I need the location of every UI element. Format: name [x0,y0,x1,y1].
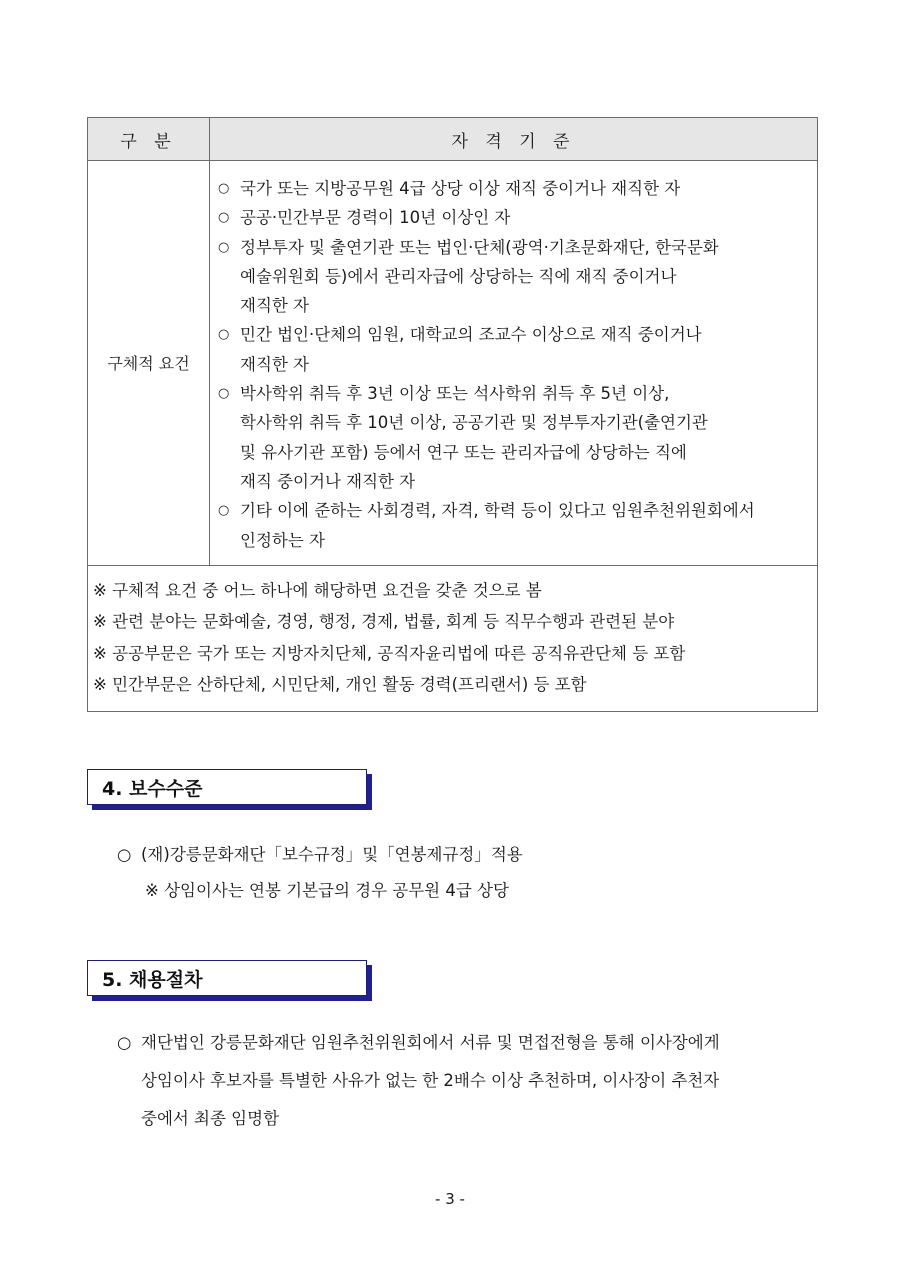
table-header [88,118,817,161]
criteria-list [218,174,807,555]
bullet-circle: ○ [218,210,230,226]
criteria-text: 국가 또는 지방공무원 4급 상당 이상 재직 중이거나 재직한 자 [240,179,681,198]
note-line: ※ 관련 분야는 문화예술, 경영, 행정, 경제, 법률, 회계 등 직무수행과 관련된 분야 [93,612,675,632]
bullet-circle: ○ [117,1033,132,1052]
criteria-text: 민간 법인·단체의 임원, 대학교의 조교수 이상으로 재직 중이거나 재직한 자 [240,325,702,374]
criteria-text: 박사학위 취득 후 3년 이상 또는 석사학위 취득 후 5년 이상, 학사학위 취득 후 10년 이상, 공공기관 및 정부투자기관(출연기관 및 유사기관 포함) 등에서 연구 또는 관리자급에 상당하는 직에 재직 중이거나 재직한 자 [240,384,708,491]
bullet-circle: ○ [218,327,230,343]
table-notes [88,566,817,711]
criteria-item [218,320,807,379]
header-category: 구 분 [88,118,210,160]
row-label: 구체적 요건 [88,161,210,565]
criteria-item [218,379,807,496]
pay-note: ※ 상임이사는 연봉 기본급의 경우 공무원 4급 상당 [145,881,509,900]
procedure-text: 재단법인 강릉문화재단 임원추천위원회에서 서류 및 면접전형을 통해 이사장에게 상임이사 후보자를 특별한 사유가 없는 한 2배수 이상 추천하며, 이사장이 추천자 중에서 최종 임명함 [141,1033,720,1128]
qualification-table [87,117,818,712]
bullet-circle: ○ [218,181,230,196]
section-body-pay [117,840,817,906]
pay-text: (재)강릉문화재단「보수규정」및「연봉제규정」적용 [141,845,523,864]
criteria-text: 공공·민간부문 경력이 10년 이상인 자 [240,208,511,228]
page-number: - 3 - [435,1190,465,1208]
bullet-circle: ○ [218,503,230,519]
criteria-text: 정부투자 및 출연기관 또는 법인·단체(광역·기초문화재단, 한국문화 예술위원회 등)에서 관리자급에 상당하는 직에 재직 중이거나 재직한 자 [240,237,719,316]
bullet-circle: ○ [218,386,230,402]
criteria-item [218,203,807,232]
header-criteria: 자 격 기 준 [451,131,576,152]
section-heading-pay: 4. 보수수준 [87,769,367,805]
bullet-circle: ○ [218,239,230,255]
pay-line [117,840,817,870]
criteria-text: 기타 이에 준하는 사회경력, 자격, 학력 등이 있다고 임원추천위원회에서 인정하는 자 [240,501,755,550]
bullet-circle: ○ [117,845,132,864]
table-row [88,161,817,566]
section-heading-procedure: 5. 채용절차 [87,960,367,996]
criteria-item [218,174,807,203]
note-line: ※ 구체적 요건 중 어느 하나에 해당하면 요건을 갖춘 것으로 봄 [93,580,542,600]
procedure-paragraph [117,1024,817,1138]
section-body-procedure [117,1024,817,1138]
criteria-item [218,233,807,321]
note-line: ※ 공공부문은 국가 또는 지방자치단체, 공직자윤리법에 따른 공직유관단체 등 포함 [93,643,686,663]
note-line: ※ 민간부문은 산하단체, 시민단체, 개인 활동 경력(프리랜서) 등 포함 [93,675,587,695]
criteria-item [218,496,807,555]
criteria-cell [210,161,817,565]
